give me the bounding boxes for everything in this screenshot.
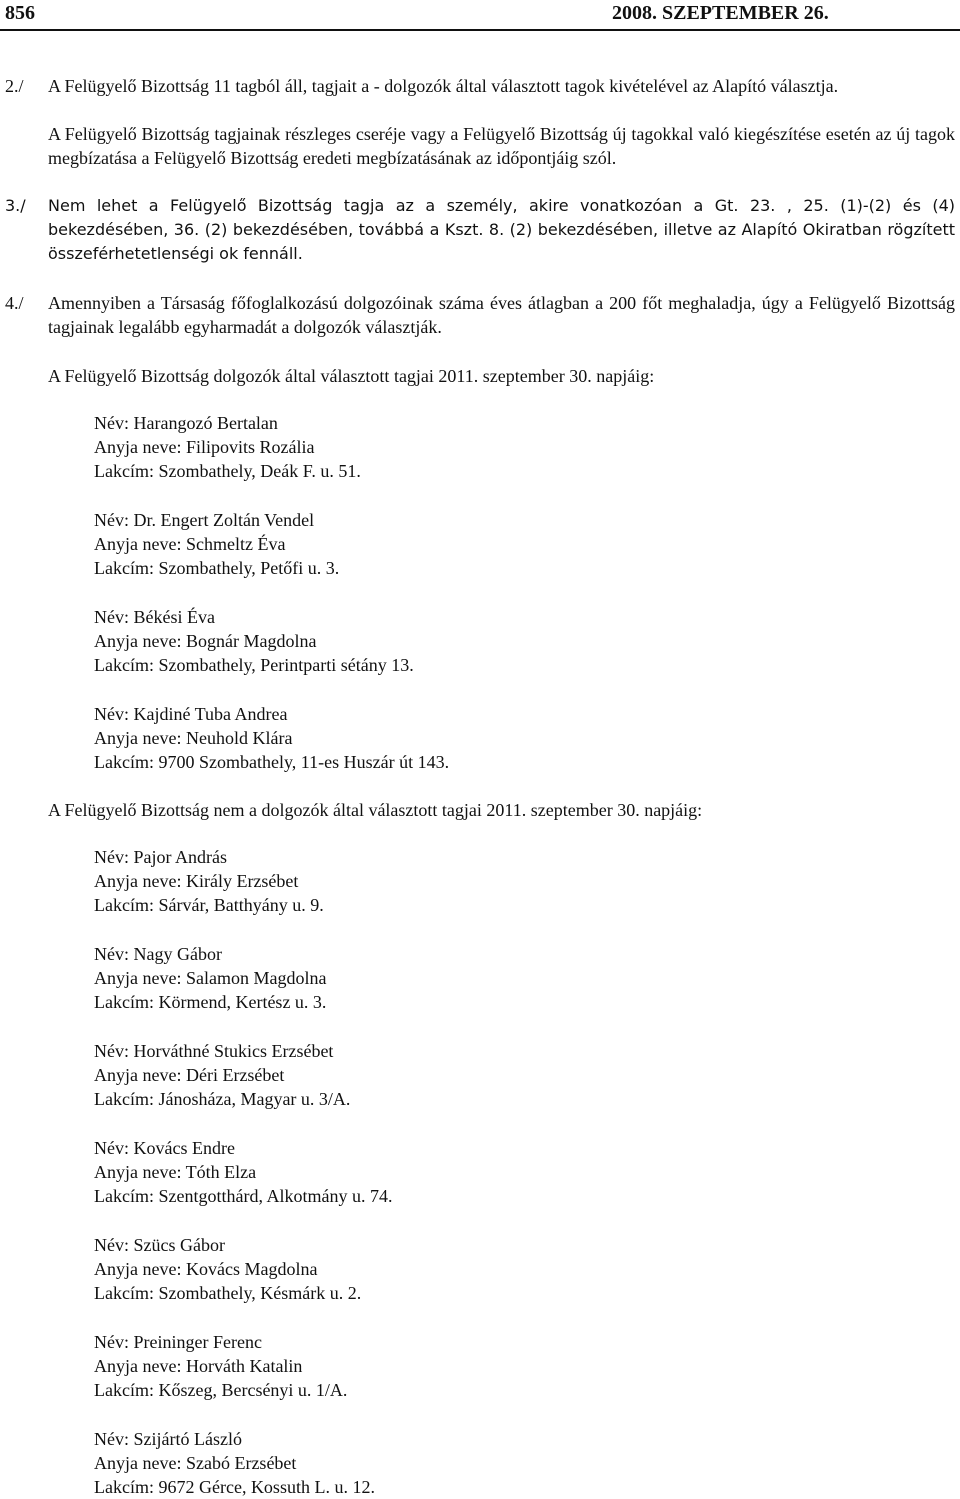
member-address: Lakcím: Szombathely, Petőfi u. 3.	[94, 558, 340, 578]
other-members-heading: A Felügyelő Bizottság nem a dolgozók által választott tagjai 2011. szeptember 30. napjáig:	[48, 800, 703, 820]
member-mother-name: Anyja neve: Neuhold Klára	[94, 728, 293, 748]
section-2-continued	[5, 122, 955, 170]
member-address: Lakcím: 9672 Gérce, Kossuth L. u. 12.	[94, 1477, 375, 1497]
member-address: Lakcím: Szombathely, Késmárk u. 2.	[94, 1283, 362, 1303]
section-number: 2./	[5, 76, 24, 96]
member-name: Név: Kovács Endre	[94, 1138, 235, 1158]
member-mother-name: Anyja neve: Király Erzsébet	[94, 871, 299, 891]
page-header	[0, 0, 960, 30]
member-address: Lakcím: Körmend, Kertész u. 3.	[94, 992, 327, 1012]
member-mother-name: Anyja neve: Déri Erzsébet	[94, 1065, 285, 1085]
member-entry	[94, 942, 326, 1014]
member-mother-name: Anyja neve: Filipovits Rozália	[94, 437, 315, 457]
member-entry	[94, 1330, 347, 1402]
header-rule	[0, 29, 960, 31]
section-3	[5, 194, 955, 266]
member-name: Név: Szijártó László	[94, 1429, 242, 1449]
member-mother-name: Anyja neve: Schmeltz Éva	[94, 534, 286, 554]
member-entry	[94, 1136, 392, 1208]
member-name: Név: Szücs Gábor	[94, 1235, 225, 1255]
member-name: Név: Nagy Gábor	[94, 944, 222, 964]
section-number: 4./	[5, 293, 24, 313]
member-address: Lakcím: Szentgotthárd, Alkotmány u. 74.	[94, 1186, 393, 1206]
section-text: Nem lehet a Felügyelő Bizottság tagja az a személy, akire vonatkozóan a Gt. 23. , 25. (1)-(2) és (4) bekezdésében, 36. (2) bekezdésében, továbbá a Kszt. 8. (2) bekezdésében, illetve az Alapító Okiratban rögzített összeférhetetlenségi ok fennáll.	[48, 196, 955, 263]
member-entry	[94, 605, 414, 677]
member-name: Név: Dr. Engert Zoltán Vendel	[94, 510, 315, 530]
member-address: Lakcím: Sárvár, Batthyány u. 9.	[94, 895, 324, 915]
member-name: Név: Horváthné Stukics Erzsébet	[94, 1041, 334, 1061]
member-entry	[94, 1039, 350, 1111]
member-entry	[94, 845, 324, 917]
section-text: A Felügyelő Bizottság tagjainak részleges cseréje vagy a Felügyelő Bizottság új tagokkal való kiegészítése esetén az új tagok megbízatása a Felügyelő Bizottság eredeti megbízatásának az időpontjáig szól.	[48, 124, 955, 168]
member-address: Lakcím: Kőszeg, Bercsényi u. 1/A.	[94, 1380, 348, 1400]
member-mother-name: Anyja neve: Kovács Magdolna	[94, 1259, 318, 1279]
member-address: Lakcím: Jánosháza, Magyar u. 3/A.	[94, 1089, 351, 1109]
member-mother-name: Anyja neve: Salamon Magdolna	[94, 968, 327, 988]
member-mother-name: Anyja neve: Tóth Elza	[94, 1162, 257, 1182]
member-mother-name: Anyja neve: Szabó Erzsébet	[94, 1453, 297, 1473]
member-mother-name: Anyja neve: Horváth Katalin	[94, 1356, 303, 1376]
member-name: Név: Preininger Ferenc	[94, 1332, 262, 1352]
page-number: 856	[5, 2, 35, 24]
member-name: Név: Harangozó Bertalan	[94, 413, 278, 433]
section-text: A Felügyelő Bizottság 11 tagból áll, tagjait a - dolgozók által választott tagok kivételével az Alapító választja.	[48, 76, 839, 96]
member-address: Lakcím: Szombathely, Deák F. u. 51.	[94, 461, 361, 481]
employee-members-heading: A Felügyelő Bizottság dolgozók által választott tagjai 2011. szeptember 30. napjáig:	[48, 366, 655, 386]
section-2	[5, 74, 955, 98]
section-4	[5, 291, 955, 339]
member-address: Lakcím: Szombathely, Perintparti sétány 13.	[94, 655, 414, 675]
section-number: 3./	[5, 196, 26, 215]
member-name: Név: Békési Éva	[94, 607, 215, 627]
section-text: Amennyiben a Társaság főfoglalkozású dolgozóinak száma éves átlagban a 200 főt meghaladja, úgy a Felügyelő Bizottság tagjainak legalább egyharmadát a dolgozók választják.	[48, 293, 955, 337]
member-entry	[94, 1427, 375, 1499]
member-entry	[94, 508, 339, 580]
member-name: Név: Pajor András	[94, 847, 227, 867]
issue-date: 2008. SZEPTEMBER 26.	[612, 2, 829, 24]
member-mother-name: Anyja neve: Bognár Magdolna	[94, 631, 317, 651]
member-entry	[94, 1233, 361, 1305]
member-name: Név: Kajdiné Tuba Andrea	[94, 704, 288, 724]
member-address: Lakcím: 9700 Szombathely, 11-es Huszár út 143.	[94, 752, 450, 772]
member-entry	[94, 702, 449, 774]
member-entry	[94, 411, 361, 483]
